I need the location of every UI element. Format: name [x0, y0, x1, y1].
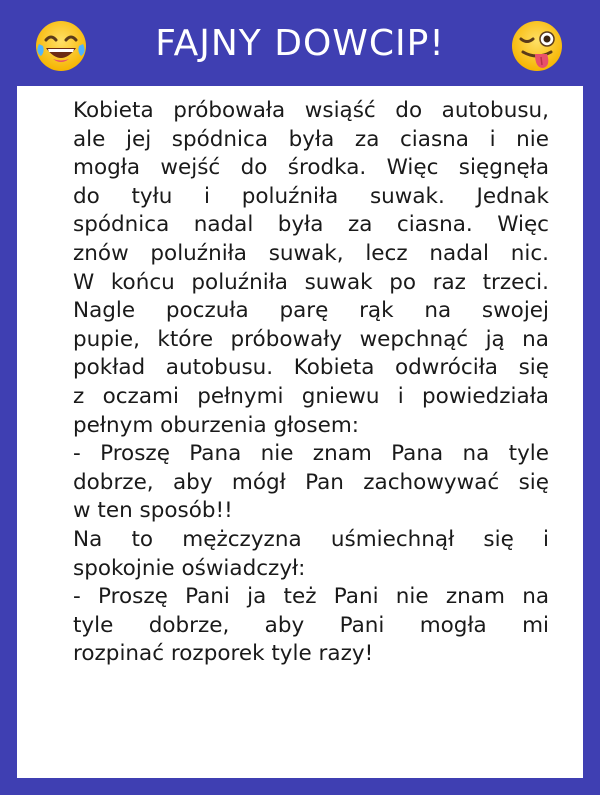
joke-line: - Proszę Pani ja też Pani nie znam na: [73, 584, 549, 610]
joke-line: mogła wejść do środka. Więc sięgnęła: [73, 155, 549, 181]
joke-line: Nagle poczuła parę rąk na swojej: [73, 298, 549, 324]
winking-tongue-emoji-icon: [509, 18, 565, 74]
joke-line: W końcu poluźniła suwak po raz trzeci.: [73, 269, 549, 295]
joke-text-panel: [17, 86, 583, 778]
header-bar: [0, 0, 600, 86]
joke-line: do tyłu i poluźniła suwak. Jednak: [73, 183, 549, 209]
page-title: FAJNY DOWCIP!: [155, 23, 445, 64]
joke-line: pokład autobusu. Kobieta odwróciła się: [73, 355, 549, 381]
joke-line: ale jej spódnica była za ciasna i nie: [73, 126, 549, 152]
joke-line: z oczami pełnymi gniewu i powiedziała: [73, 383, 549, 409]
joke-line: Na to mężczyzna uśmiechnął się i: [73, 526, 549, 552]
joke-line: spódnica nadal była za ciasna. Więc: [73, 212, 549, 238]
joke-line: pupie, które próbowały wepchnąć ją na: [73, 326, 549, 352]
joke-line: pełnym oburzenia głosem:: [73, 412, 360, 438]
joke-line: - Proszę Pana nie znam Pana na tyle: [73, 441, 549, 467]
joke-line: rozpinać rozporek tyle razy!: [73, 641, 374, 667]
joke-line: spokojnie oświadczył:: [73, 555, 306, 581]
joke-line: Kobieta próbowała wsiąść do autobusu,: [73, 98, 549, 123]
joke-line: tyle dobrze, aby Pani mogła mi: [73, 612, 549, 638]
joke-line: w ten sposób!!: [73, 498, 233, 524]
joke-line: znów poluźniła suwak, lecz nadal nic.: [73, 240, 549, 266]
joke-line: dobrze, aby mógł Pan zachowywać się: [73, 469, 549, 495]
